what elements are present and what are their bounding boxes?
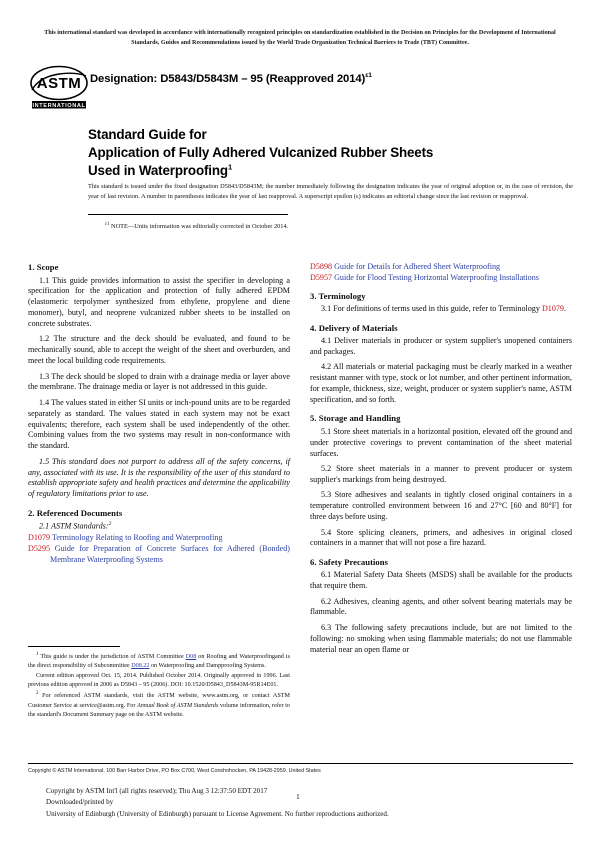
download-line-2: Downloaded/printed by (46, 798, 114, 807)
epsilon-note (105, 221, 575, 232)
svg-text:ASTM: ASTM (36, 75, 82, 92)
footnote-block (28, 651, 290, 721)
footnote-1-part1: This guide is under the jurisdiction of ASTM Committee (40, 654, 186, 661)
standard-number[interactable]: D5957 (310, 272, 333, 282)
paragraph-3-1-suffix: . (563, 304, 567, 314)
standard-title[interactable]: Guide for Preparation of Concrete Surfaces for Adhered (Bonded) Membrane Waterproofing Systems (50, 544, 290, 565)
referenced-standard-d5957[interactable] (310, 273, 572, 284)
designation-text (90, 72, 372, 85)
section-heading-terminology: 3. Terminology (310, 290, 366, 301)
paragraph-4-1: 4.1 Deliver materials in producer or system supplier's unopened containers and packages. (310, 336, 572, 357)
paragraph-5-4: 5.4 Store splicing cleaners, primers, and adhesives in original closed containers in a manner that will not pose a fire hazard. (310, 527, 572, 548)
footnote-2-marker: 2 (36, 691, 39, 697)
footnote-1 (28, 651, 290, 672)
tbt-notice: This international standard was developed in accordance with internationally recognized principles on standardization established in the Decision on Principles for the Development of International Standards, Guides and Recommendations issued by the World Trade Organization Technical Barriers to Trade (TBT) Committee. (44, 30, 556, 47)
standard-number[interactable]: D5898 (310, 262, 333, 271)
section-spacer (310, 284, 572, 291)
right-column (310, 262, 572, 656)
designation-superscript: ε1 (365, 72, 372, 79)
footnote-1-part2: on Roofing and Waterproofingand is the direct responsibility of Subcommittee (28, 654, 290, 670)
standard-number[interactable]: D5295 (28, 544, 51, 554)
section-heading-storage-and-handling: 5. Storage and Handling (310, 413, 401, 424)
title-line-1: Standard Guide for (88, 127, 207, 142)
referenced-standard-d1079[interactable] (28, 533, 290, 544)
title-footnote-marker: 1 (227, 162, 233, 172)
download-line-3: University of Edinburgh (University of Edinburgh) pursuant to License Agreement. No further reproductions authorized. (46, 809, 389, 818)
title-line-3 (88, 162, 573, 180)
standard-title[interactable]: Guide for Flood Testing Horizontal Waterproofing Installations (334, 272, 539, 282)
paragraph-1-2: 1.2 The structure and the deck should be evaluated, and found to be mechanically sound, able to accept the weight of the sheet and overburden, and meet the local building code requirements. (28, 334, 290, 366)
page-title (88, 126, 573, 180)
referenced-standard-d5898[interactable] (310, 262, 572, 273)
download-line-1: Copyright by ASTM Int'l (all rights reserved); Thu Aug 3 12:37:50 EDT 2017 (46, 787, 268, 795)
section-spacer (28, 501, 290, 508)
footnote-link-d0822[interactable]: D08.22 (131, 663, 150, 670)
paragraph-1-1: 1.1 This guide provides information to assist the specifier in developing a specification for the application and protection of fully adhered EPDM (elastomeric terpolymer synthesized from ethylene, propylene and diene monomer), butyl, and neoprene vulcanized rubber sheets to be installed on concrete substrates. (28, 275, 290, 329)
paragraph-1-4: 1.4 The values stated in either SI units or inch-pound units are to be regarded separately as standard. The values stated in each system may not be exact equivalents; therefore, each system shall be used independently of the other. Combining values from the two systems may result in non-conformance with the standard. (28, 397, 290, 451)
copyright-line: Copyright © ASTM International, 100 Barr Harbor Drive, PO Box C700, West Conshohocken, PA 19428-2959. United States (28, 768, 321, 774)
section-heading-safety-precautions: 6. Safety Precautions (310, 556, 388, 567)
svg-text:INTERNATIONAL: INTERNATIONAL (32, 103, 86, 109)
paragraph-1-3: 1.3 The deck should be sloped to drain with a drainage media or layer above the membrane. The drainage media or layer is not addressed in this guide. (28, 371, 290, 392)
footnote-link-d08[interactable]: D08 (185, 654, 197, 661)
paragraph-3-1 (310, 304, 572, 315)
section-spacer (310, 550, 572, 557)
footnote-1-marker: 1 (36, 652, 39, 657)
designation-label: Designation: D5843/D5843M – 95 (Reapproved 2014) (90, 72, 366, 85)
footnote-2-italic: Annual Book of ASTM Standards (136, 702, 219, 709)
footnote-2-part1: For referenced ASTM standards, visit the ASTM website, www.astm.org, or contact ASTM Customer Service at service@astm.org. For (28, 693, 290, 709)
title-line-2: Application of Fully Adhered Vulcanized Rubber Sheets (88, 144, 434, 160)
terminology-link-d1079[interactable]: D1079 (541, 304, 564, 314)
section-heading-referenced-documents: 2. Referenced Documents (28, 507, 123, 518)
paragraph-6-2: 6.2 Adhesives, cleaning agents, and other solvent bearing materials may be flammable. (310, 596, 572, 617)
paragraph-6-3: 6.3 The following safety precautions include, but are not limited to the following: no smoking when using flammable materials; do not use flammable material near an open flame or (310, 622, 572, 654)
epsilon-note-divider (88, 214, 288, 215)
title-line-3-text: Used in Waterproofing (88, 162, 228, 178)
paragraph-5-1: 5.1 Store sheet materials in a horizontal position, elevated off the ground and under protective coverings to prevent contamination of the sheet material surfaces. (310, 427, 572, 458)
standard-title[interactable]: Terminology Relating to Roofing and Waterproofing (51, 533, 223, 543)
footnote-divider (28, 646, 120, 647)
epsilon-note-text: NOTE—Units information was editorially corrected in October 2014. (111, 223, 289, 231)
subheading-footnote-marker: 2 (108, 521, 112, 528)
footer-divider (28, 763, 573, 764)
footnote-edition-info: Current edition approved Oct. 15, 2014. Published October 2014. Originally approved in 1996. Last previous edition approved in 2006 as D5843 – 95 (2006). DOI: 10.1520/D5843_D5843M-95R14E01. (28, 672, 290, 689)
section-heading-scope: 1. Scope (28, 262, 59, 272)
page-number: 1 (296, 792, 300, 801)
subheading-astm-standards (28, 521, 290, 533)
paragraph-5-2: 5.2 Store sheet materials in a manner to prevent producer or system supplier's markings from being destroyed. (310, 464, 572, 485)
footnote-2 (28, 690, 290, 720)
referenced-standard-d5295[interactable] (28, 544, 290, 566)
issuance-note: This standard is issued under the fixed designation D5843/D5843M; the number immediately following the designation indicates the year of original adoption or, in the case of revision, the year of last revision. A number in parentheses indicates the year of last reapproval. A superscript epsilon (ε) indicates an editorial change since the last revision or reapproval. (88, 183, 573, 201)
footnote-1-part3: on Waterproofing and Dampproofing Systems. (149, 663, 266, 670)
left-column (28, 262, 290, 566)
paragraph-4-2: 4.2 All materials or material packaging must be clearly marked in a weather resistant manner with type, stock or lot number, and other pertinent information, for example, thickness, size, weight, producer or system supplier's name, ASTM specification, and so forth. (310, 362, 572, 405)
paragraph-6-1: 6.1 Material Safety Data Sheets (MSDS) shall be available for the products that require them. (310, 570, 572, 591)
designation-row (28, 63, 573, 113)
section-spacer (310, 316, 572, 323)
subheading-astm-standards-text: 2.1 ASTM Standards: (39, 521, 109, 531)
paragraph-1-5: 1.5 This standard does not purport to address all of the safety concerns, if any, associated with its use. It is the responsibility of the user of this standard to establish appropriate safety and health practices and determine the applicability of regulatory limitations prior to use. (28, 456, 290, 499)
footnote-2-part2: volume information, refer to the standard's Document Summary page on the ASTM website. (28, 702, 290, 719)
paragraph-3-1-prefix: 3.1 For definitions of terms used in this guide, refer to Terminology (321, 304, 542, 314)
standard-title[interactable]: Guide for Details for Adhered Sheet Waterproofing (334, 262, 501, 271)
paragraph-5-3: 5.3 Store adhesives and sealants in tightly closed original containers in a temperature controlled environment between 16 and 27°C [60 and 80°F] for three days before using. (310, 490, 572, 522)
section-spacer (310, 406, 572, 413)
standard-number[interactable]: D1079 (28, 533, 51, 543)
download-info (46, 786, 566, 820)
epsilon-marker: ε1 (105, 222, 110, 227)
astm-logo-icon (28, 63, 90, 111)
section-heading-delivery-of-materials: 4. Delivery of Materials (310, 322, 398, 333)
